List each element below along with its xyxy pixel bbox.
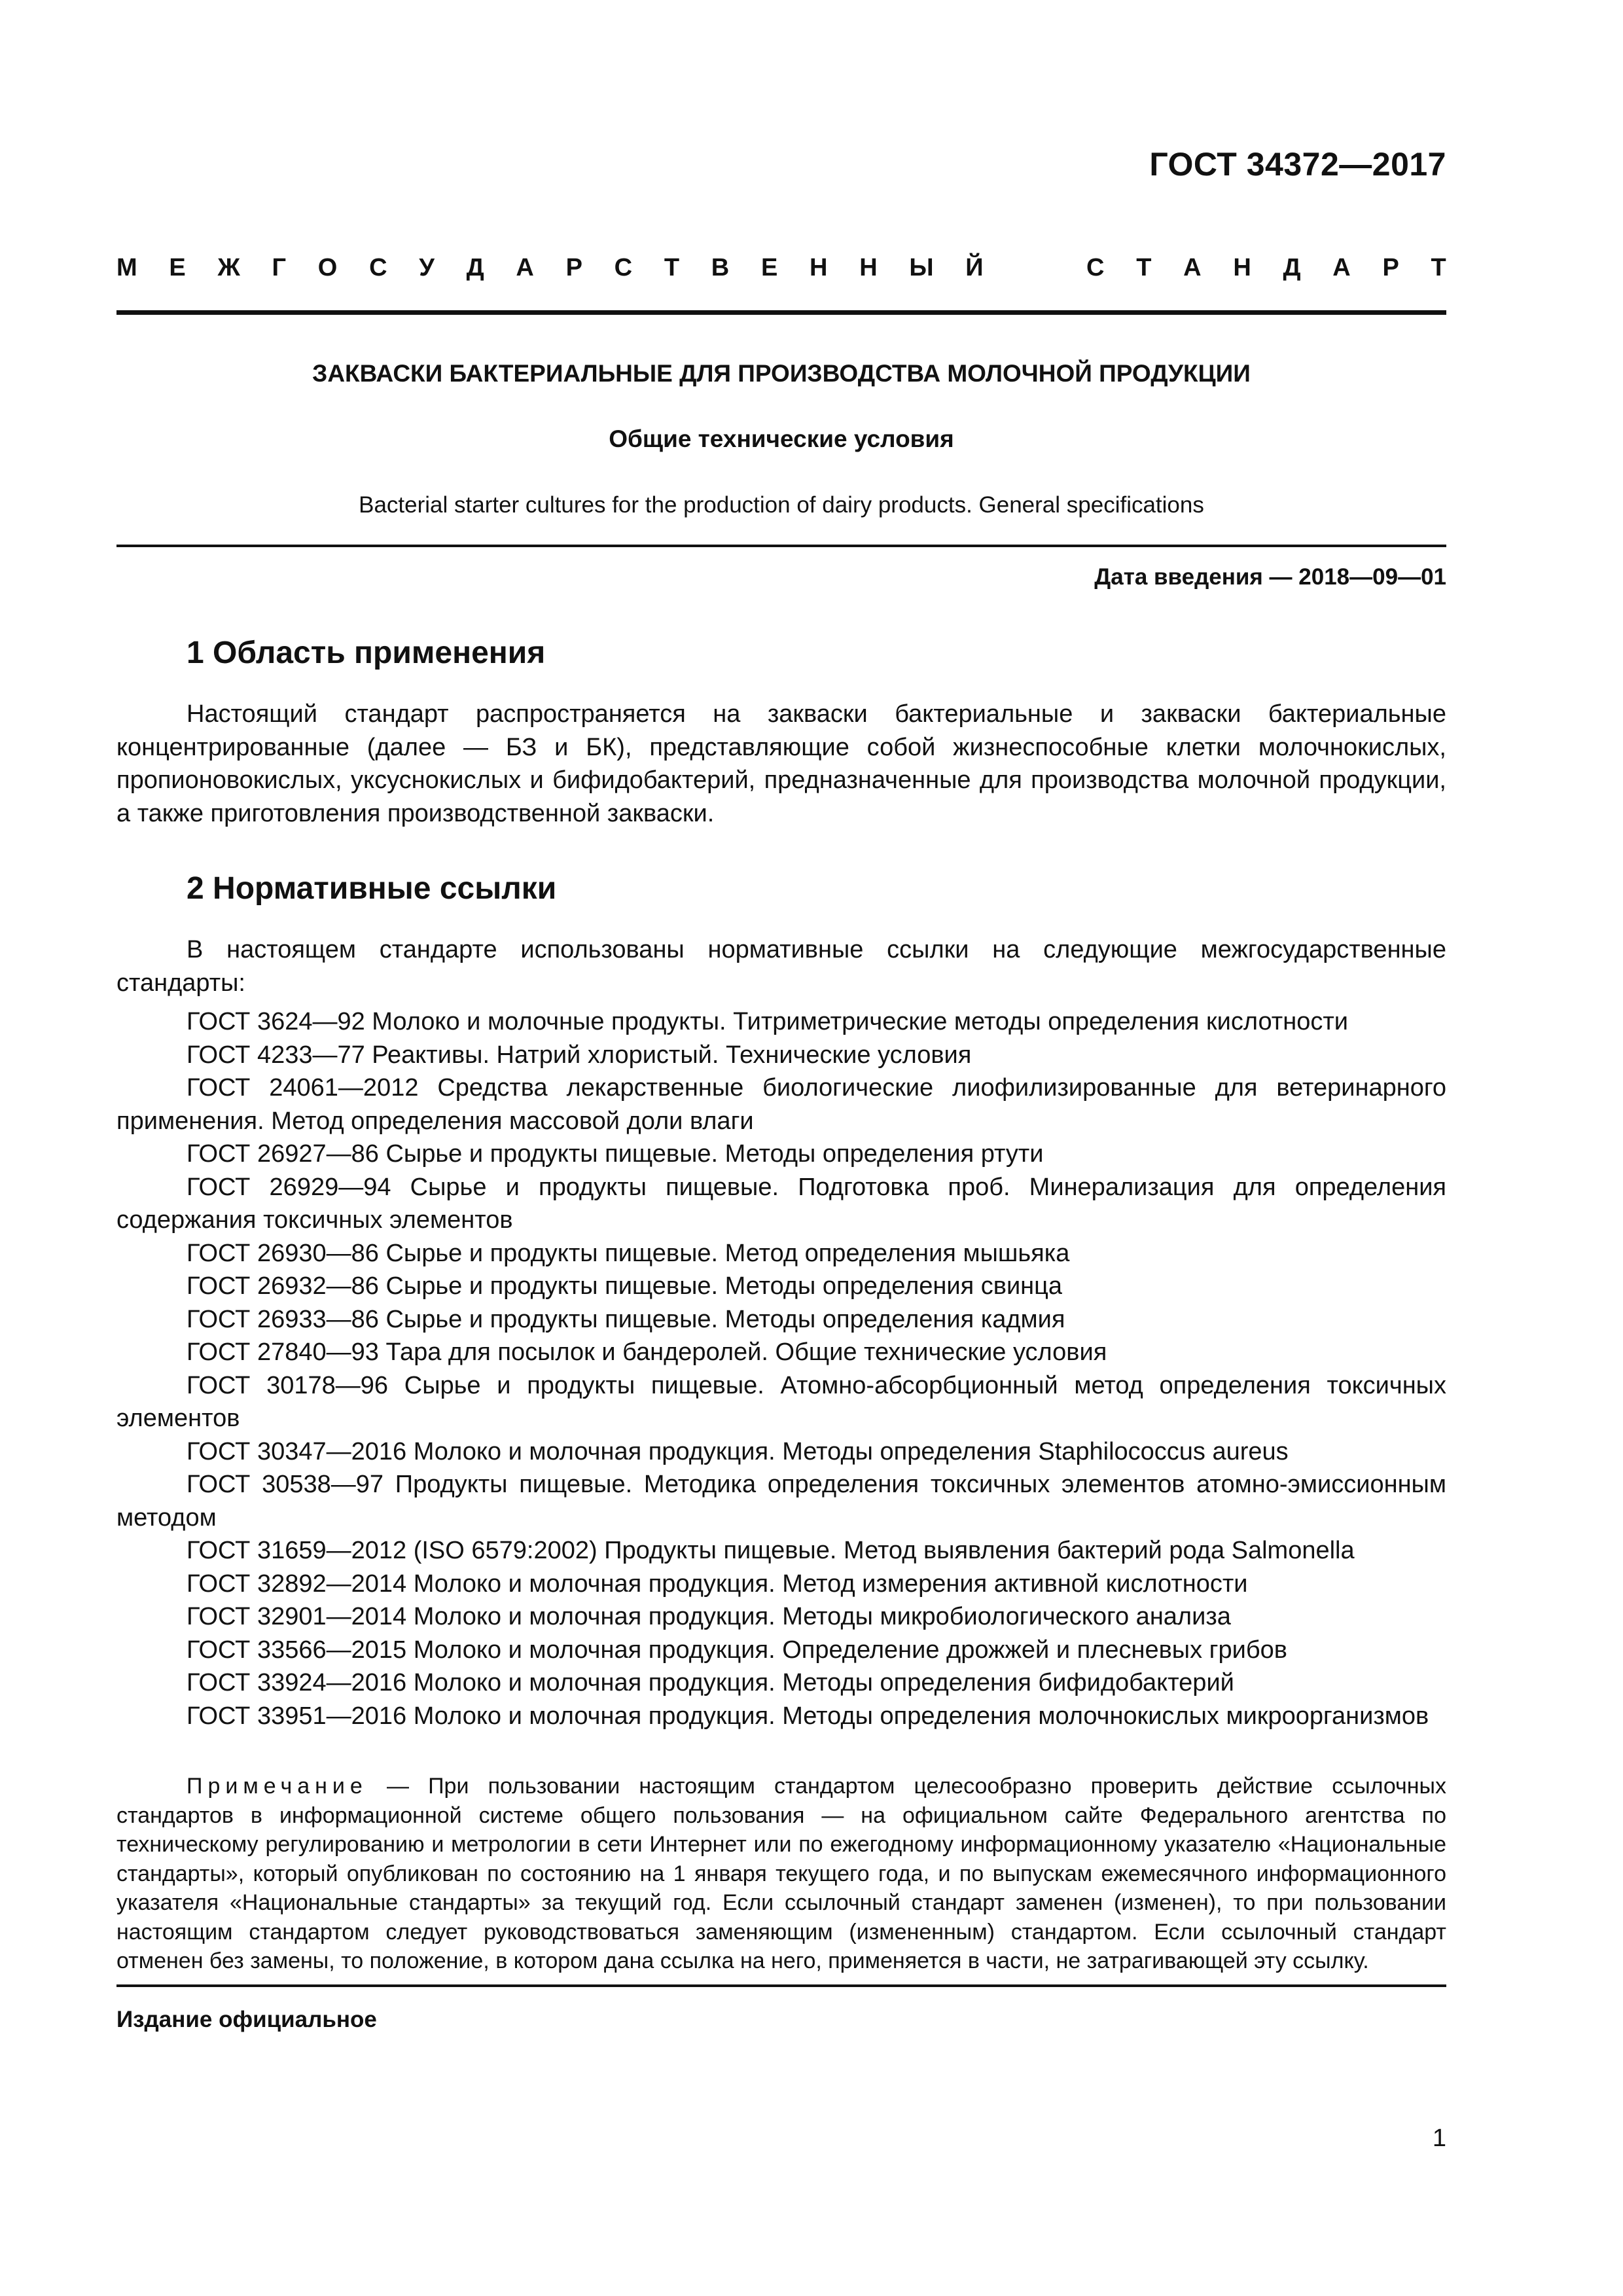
section-1-text: Настоящий стандарт распространяется на закваски бактериальные и закваски бактериальные концентрированные (далее — БЗ и БК), представляющие собой жизнеспособные клетки молочнокислых, пропионовокислых, уксуснокислых и бифидобактерий, предназначенные для производства молочной продукции, а также приготовления производственной закваски. [116,700,1446,827]
standard-type-letter: Н [810,254,828,281]
reference-item: ГОСТ 4233—77 Реактивы. Натрий хлористый. Технические условия [187,1041,972,1069]
standard-type-letter: М [116,254,137,281]
standard-type-letter: Р [565,254,582,281]
references-list [116,1005,1446,1732]
reference-item: ГОСТ 3624—92 Молоко и молочные продукты. Титриметрические методы определения кислотности [187,1008,1348,1035]
reference-item: ГОСТ 30347—2016 Молоко и молочная продукция. Методы определения Staphilococcus aureus [187,1437,1289,1465]
letter-gap [1015,254,1054,282]
standard-type-letter: С [614,254,633,281]
note-label: Примечание [187,1774,368,1799]
standard-type-letter: А [516,254,534,281]
note-text: — При пользовании настоящим стандартом целесообразно проверить действие ссылочных стандартов в информационной системе общего пользования — на официальном сайте Федерального агентства по техническому регулированию и метрологии в сети Интернет или по ежегодному информационному указателю «Национальные стандарты», который опубликован по состоянию на 1 января текущего года, и по выпускам ежемесячного информационного указателя «Национальные стандарты» за текущий год. Если ссылочный стандарт заменен (изменен), то при пользовании настоящим стандартом следует руководствоваться заменяющим (измененным) стандартом. Если ссылочный стандарт отменен без замены, то положение, в котором дана ссылка на него, применяется в части, не затрагивающей эту ссылку. [116,1774,1446,1973]
standard-type-letter: С [1086,254,1105,281]
reference-item: ГОСТ 26933—86 Сырье и продукты пищевые. Методы определения кадмия [187,1305,1065,1333]
standard-type-heading [116,254,1446,282]
standard-type-letter: Т [1431,254,1446,281]
standard-type-letter: Н [859,254,878,281]
standard-type-letter: Т [1136,254,1152,281]
standard-type-letter: Д [1283,254,1301,281]
reference-item: ГОСТ 33924—2016 Молоко и молочная продукция. Методы определения бифидобактерий [187,1669,1234,1696]
standard-type-letter: В [711,254,730,281]
reference-item: ГОСТ 27840—93 Тара для посылок и бандеролей. Общие технические условия [187,1338,1107,1366]
reference-item: ГОСТ 26930—86 Сырье и продукты пищевые. Метод определения мышьяка [187,1239,1070,1267]
reference-item: ГОСТ 32892—2014 Молоко и молочная продукция. Метод измерения активной кислотности [187,1570,1248,1598]
reference-note [116,1772,1446,1976]
reference-item: ГОСТ 33951—2016 Молоко и молочная продукция. Методы определения молочнокислых микроорганизмов [187,1702,1429,1730]
document-number: ГОСТ 34372—2017 [1149,146,1446,183]
introduction-date: Дата введения — 2018—09—01 [1094,564,1446,590]
reference-item: ГОСТ 26929—94 Сырье и продукты пищевые. Подготовка проб. Минерализация для определения содержания токсичных элементов [116,1173,1446,1234]
standard-type-letter: Й [965,254,984,281]
reference-item: ГОСТ 33566—2015 Молоко и молочная продукция. Определение дрожжей и плесневых грибов [187,1636,1287,1664]
standard-type-letter: Г [272,254,287,281]
document-subtitle: Общие технические условия [609,425,954,452]
standard-type-letter: У [419,254,435,281]
reference-item: ГОСТ 26932—86 Сырье и продукты пищевые. Методы определения свинца [187,1272,1063,1300]
edition-label: Издание официальное [116,2007,377,2032]
section-2-heading: 2 Нормативные ссылки [187,871,557,906]
standard-type-letter: Е [760,254,778,281]
reference-item: ГОСТ 24061—2012 Средства лекарственные биологические лиофилизированные для ветеринарного применения. Метод определения массовой доли влаги [116,1074,1446,1135]
reference-item: ГОСТ 26927—86 Сырье и продукты пищевые. Методы определения ртути [187,1140,1044,1168]
standard-type-letter: Н [1233,254,1251,281]
reference-item: ГОСТ 30538—97 Продукты пищевые. Методика определения токсичных элементов атомно-эмиссионным методом [116,1471,1446,1532]
standard-type-letter: С [369,254,387,281]
standard-type-letter: Р [1382,254,1399,281]
footer-divider [116,1984,1446,1987]
reference-item: ГОСТ 32901—2014 Молоко и молочная продукция. Методы микробиологического анализа [187,1603,1231,1630]
standard-type-letter: Ж [217,254,240,281]
page-number: 1 [1432,2125,1446,2152]
section-2-intro: В настоящем стандарте использованы нормативные ссылки на следующие межгосударственные стандарты: [116,936,1446,997]
standard-type-letter: Е [169,254,186,281]
reference-item: ГОСТ 31659—2012 (ISO 6579:2002) Продукты пищевые. Метод выявления бактерий рода Salmonella [187,1537,1355,1564]
reference-item: ГОСТ 30178—96 Сырье и продукты пищевые. Атомно-абсорбционный метод определения токсичных элементов [116,1371,1446,1432]
document-page [116,0,1446,2296]
title-divider [116,545,1446,547]
standard-type-letter: О [317,254,338,281]
standard-type-letter: Ы [909,254,934,281]
standard-type-letter: А [1183,254,1202,281]
standard-type-letter: Д [466,254,484,281]
section-1-heading: 1 Область применения [187,636,546,670]
document-title-english: Bacterial starter cultures for the production of dairy products. General specifications [359,492,1204,518]
document-title: ЗАКВАСКИ БАКТЕРИАЛЬНЫЕ ДЛЯ ПРОИЗВОДСТВА МОЛОЧНОЙ ПРОДУКЦИИ [312,360,1251,387]
standard-type-letter: А [1332,254,1351,281]
standard-type-letter: Т [664,254,680,281]
header-divider [116,310,1446,315]
